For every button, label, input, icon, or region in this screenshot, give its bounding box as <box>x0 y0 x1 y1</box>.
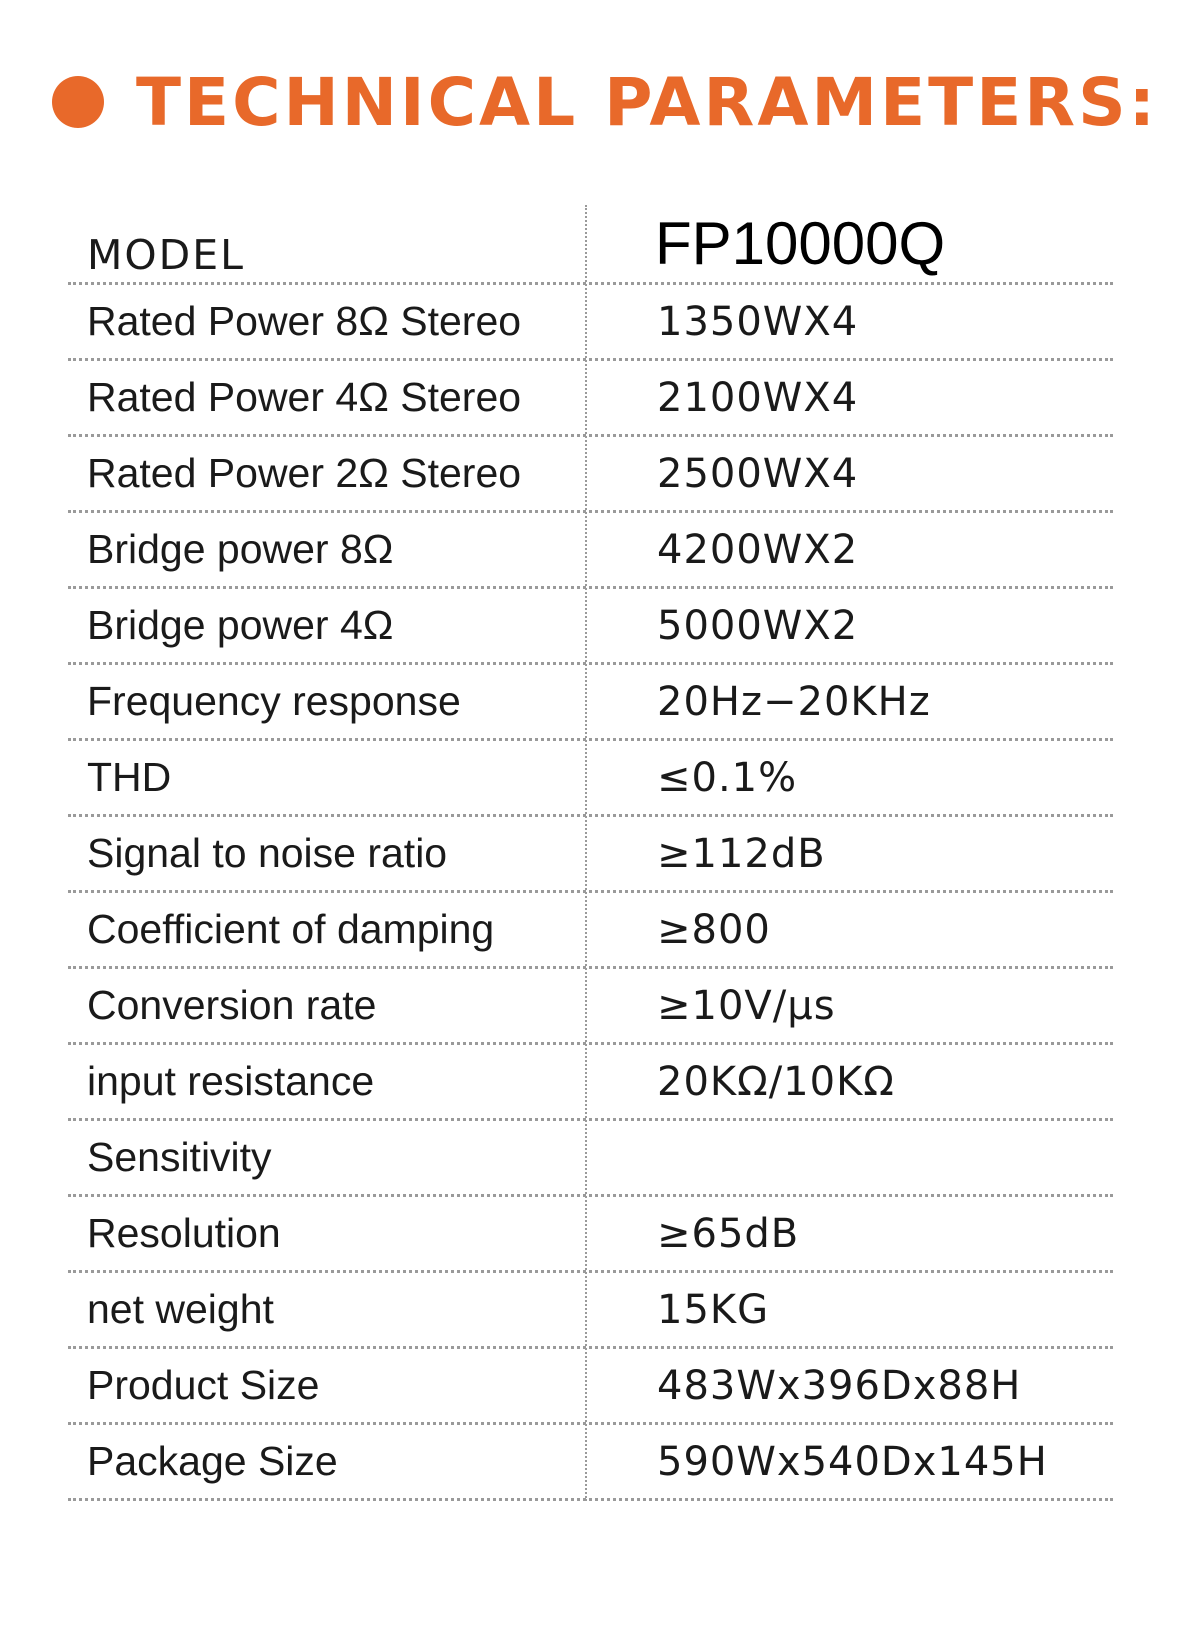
spec-label: Rated Power 2Ω Stereo <box>87 450 522 496</box>
table-row <box>68 437 1113 513</box>
spec-label: net weight <box>87 1286 274 1332</box>
table-row <box>68 665 1113 741</box>
page-title: TECHNICAL PARAMETERS: <box>136 63 1159 141</box>
spec-value: 1350WX4 <box>657 298 859 345</box>
table-row <box>68 285 1113 361</box>
spec-label: Product Size <box>87 1362 320 1408</box>
table-row <box>68 1197 1113 1273</box>
spec-value: 2100WX4 <box>657 374 859 421</box>
model-value: FP10000Q <box>655 210 946 277</box>
table-row <box>68 1273 1113 1349</box>
spec-label: Rated Power 8Ω Stereo <box>87 298 522 344</box>
spec-label: input resistance <box>87 1058 375 1104</box>
spec-label: Bridge power 8Ω <box>87 526 394 572</box>
spec-value: 20Hz−20KHz <box>657 678 931 725</box>
spec-value: ≥800 <box>657 906 771 953</box>
spec-value: 4200WX2 <box>657 526 859 573</box>
table-row <box>68 741 1113 817</box>
table-row <box>68 969 1113 1045</box>
spec-label: Frequency response <box>87 678 461 724</box>
spec-label: Coefficient of damping <box>87 906 495 952</box>
spec-value: 483Wx396Dx88H <box>657 1362 1022 1409</box>
spec-label: Conversion rate <box>87 982 377 1028</box>
spec-label: Resolution <box>87 1210 281 1256</box>
table-row <box>68 1121 1113 1197</box>
spec-value: ≥65dB <box>657 1210 800 1257</box>
spec-value: 20KΩ/10KΩ <box>657 1058 895 1105</box>
spec-label: Sensitivity <box>87 1134 272 1180</box>
spec-value: ≤0.1% <box>657 754 798 801</box>
spec-label: Bridge power 4Ω <box>87 602 394 648</box>
spec-value: ≥112dB <box>657 830 826 877</box>
table-row <box>68 361 1113 437</box>
spec-label: Rated Power 4Ω Stereo <box>87 374 522 420</box>
spec-value: 2500WX4 <box>657 450 859 497</box>
table-row-model <box>68 205 1113 285</box>
table-row <box>68 589 1113 665</box>
model-label: MODEL <box>87 230 245 279</box>
table-row <box>68 1425 1113 1501</box>
column-divider <box>585 205 587 1501</box>
spec-table <box>68 205 1113 1501</box>
spec-value: ≥10V/μs <box>657 982 836 1029</box>
spec-value: 5000WX2 <box>657 602 859 649</box>
spec-label: Signal to noise ratio <box>87 830 448 876</box>
table-row <box>68 513 1113 589</box>
spec-label: THD <box>87 754 172 800</box>
table-row <box>68 893 1113 969</box>
table-row <box>68 1045 1113 1121</box>
table-row <box>68 817 1113 893</box>
table-row <box>68 1349 1113 1425</box>
bullet-dot-icon <box>52 76 104 128</box>
spec-value: 590Wx540Dx145H <box>657 1438 1048 1485</box>
spec-value: 15KG <box>657 1286 770 1333</box>
spec-label: Package Size <box>87 1438 338 1484</box>
section-header <box>52 62 1158 142</box>
